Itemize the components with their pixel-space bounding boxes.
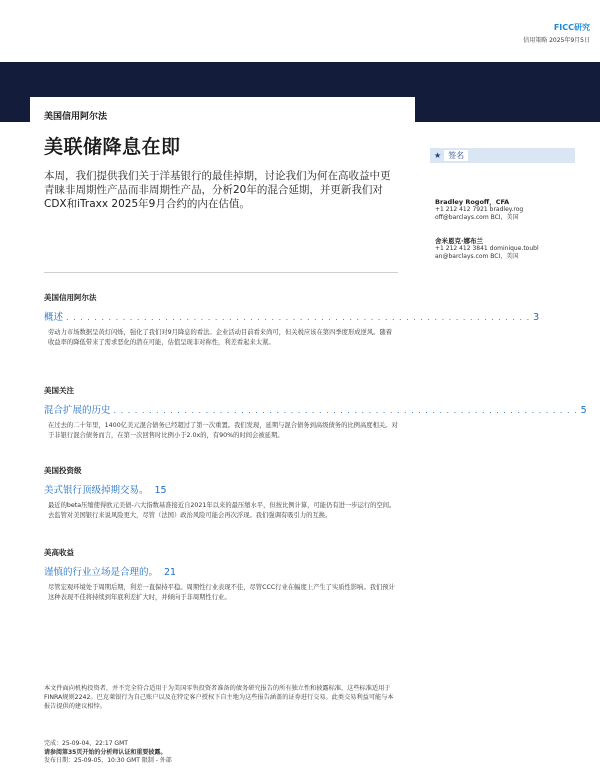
page-number: 21 (164, 567, 177, 578)
report-summary: 本周，我们提供我们关于洋基银行的最佳掉期，讨论我们为何在高收益中更青睐非周期性产品而非周期性产品，分析20年的混合延期，并更新我们对CDX和iTraxx 2025年9月合约的内在估值。 (44, 170, 391, 210)
analyst-card (435, 197, 595, 222)
page-title: 美联储降息在即 (44, 136, 181, 158)
strategy-date: 信用策略 2025年9月5日 (523, 37, 590, 44)
toc-section (44, 385, 587, 440)
analyst-phone[interactable]: +1 212 412 3841 dominique.toubl (435, 245, 539, 252)
brand-label: FICC研究 (553, 23, 590, 32)
analyst-card (435, 236, 595, 261)
star-icon: ★ (434, 151, 442, 160)
section-label: 美高收益 (44, 548, 74, 557)
section-heading: 混合扩展的历史 (44, 405, 111, 416)
disclaimer-text: 本文件面向机构投资者，并不完全符合适用于为美国零售投资者准备的债务研究报告的所有独立性和披露标准，这些标准适用于FINRA规则2242。巴克莱银行为自己账户以及在特定客户授权下自主地为这些报告涵盖的证券进行交易。此类交易利益可能与本报告提供的建议相悖。 (44, 685, 394, 710)
section-label: 美国关注 (44, 386, 74, 395)
analyst-list (435, 197, 595, 275)
title-card (30, 97, 415, 259)
report-header (523, 22, 590, 44)
leader-dots: . . . . . . . . . . . . . . . . . . . . . . . . . . . . . . . . . . . . . . . . . . . . . . . . . . . . . . . . . . . . . . . . . . (66, 313, 531, 322)
analyst-name: Bradley Rogoff，CFA (435, 198, 510, 206)
toc-section (44, 547, 454, 602)
footer (44, 740, 344, 766)
report-series: 美国信用阿尔法 (44, 112, 108, 122)
section-heading: 概述 (44, 312, 64, 323)
analyst-email[interactable]: off@barclays.com BCI，美国 (435, 214, 519, 221)
signature-tag[interactable] (430, 148, 575, 163)
toc-link[interactable] (44, 564, 454, 578)
section-summary: 在过去的二十年里，1400亿美元混合债务已经超过了第一次重置。我们发现，延期与混合债务到高级债务的比例高度相关。对于非银行混合债务而言，在第一次回售时比例小于2.0x的，有90%的时间会被延期。 (48, 422, 398, 439)
divider (44, 272, 398, 273)
section-summary: 尽管宏观环境处于周期后期，利差一直保持平稳。周期性行业表现不佳，尽管CCC行业在幅度上产生了实质性影响。我们预计这种表现不佳将持续到年底利差扩大时，并倾向于非周期性行业。 (48, 584, 395, 601)
published-timestamp: 发布日期：25-09-05，10:30 GMT 限制 - 外部 (44, 757, 172, 764)
section-summary: 劳动力市场数据呈黄灯闪烁，强化了我们对9月降息的看法。企业活动目前看来尚可，但关税应该在第四季度形成逆风。随着收益率的降低带来了需求恶化的潜在可能，估值呈现非对称性，利差看起来太紧。 (48, 329, 393, 346)
section-heading: 美式银行顶级掉期交易。 (44, 485, 149, 496)
toc-link[interactable] (44, 309, 540, 323)
analyst-name: 舍米恩克·娜布兰 (435, 237, 483, 245)
analyst-email[interactable]: an@barclays.com BCI，美国 (435, 253, 519, 260)
toc-link[interactable] (44, 402, 587, 416)
completed-timestamp: 完成：25-09-04，22:17 GMT (44, 740, 128, 747)
toc-section (44, 465, 454, 520)
toc-section (44, 292, 540, 347)
disclosure-note[interactable]: 请参阅第35页开始的分析师认证和重要披露。 (44, 748, 167, 756)
page-number: 3 (533, 312, 540, 323)
tag-label: 签名 (444, 150, 468, 161)
section-summary: 最近的beta压缩使得欧元美债-六大指数基准接近自2021年以来的最压缩水平，但按比例计算，可能仍有进一步运行的空间。去监管对美国银行来说风险更大，尽管（法国）政治风险可能会再次浮现。我们强调有吸引力的互换。 (48, 502, 396, 519)
leader-dots: . . . . . . . . . . . . . . . . . . . . . . . . . . . . . . . . . . . . . . . . . . . . . . . . . . . . . . . . . . . . . . . . . . (113, 406, 578, 415)
page-number: 5 (580, 405, 587, 416)
section-heading: 谨慎的行业立场是合理的。 (44, 567, 159, 578)
analyst-phone[interactable]: +1 212 412 7921 bradley.rog (435, 206, 524, 213)
section-label: 美国信用阿尔法 (44, 293, 97, 302)
toc-link[interactable] (44, 482, 454, 496)
page-number: 15 (154, 485, 167, 496)
section-label: 美国投资级 (44, 466, 82, 475)
